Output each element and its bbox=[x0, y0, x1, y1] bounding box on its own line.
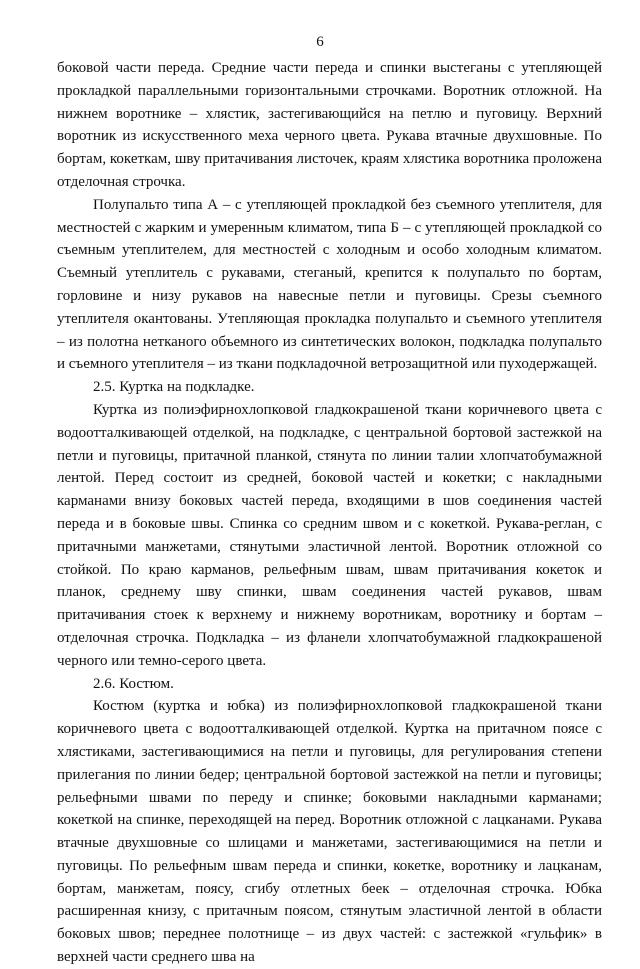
paragraph-half-coat-types: Полупальто типа А – с утепляющей прокладкой без съемного утеплителя, для местностей с жарким и умеренным климатом, типа Б – с утепляющей прокладкой со съемным утеплителем, для местностей с холодным и особо холодным климатом. Съемный утеплитель с рукавами, стеганый, крепится к полупальто по бортам, горловине и низу рукавов на навесные петли и пуговицы. Срезы съемного утеплителя окантованы. Утепляющая прокладка полупальто и съемного утеплителя – из полотна нетканого объемного из синтетических волокон, подкладка полупальто и съемного утеплителя – из ткани подкладочной ветрозащитной или пуходержащей. bbox=[57, 196, 602, 373]
paragraph-suit-description: Костюм (куртка и юбка) из полиэфирнохлопковой гладкокрашеной ткани коричневого цвета с водоотталкивающей отделкой. Куртка на притачном поясе с хлястиками, застегивающимися на петли и пуговицы, для регулирования степени прилегания по линии бедер; центральной бортовой застежкой на петли и пуговицы; рельефными швами по переду и спинке; боковыми накладными карманами; кокеткой на спинке, переходящей на перед. Воротник отложной с лацканами. Рукава втачные двухшовные со шлицами и манжетами, застегивающимися на петли и пуговицы. По рельефным швам переда и спинки, кокетке, воротнику и лацканам, бортам, манжетам, поясу, сгибу отлетных беек – отделочная строчка. Юбка расширенная книзу, с притачным поясом, стянутым эластичной лентой в области боковых швов; переднее полотнище – из двух частей: с застежкой «гульфик» в верхней части среднего шва на bbox=[57, 698, 602, 966]
section-heading-jacket: 2.5. Куртка на подкладке. bbox=[93, 379, 255, 396]
section-heading-suit: 2.6. Костюм. bbox=[93, 675, 174, 692]
page-number: 6 bbox=[316, 34, 324, 50]
paragraph-jacket-description: Куртка из полиэфирнохлопковой гладкокрашеной ткани коричневого цвета с водоотталкивающей отделкой, на подкладке, с центральной бортовой застежкой на петли и пуговицы, притачной планкой, стянута по линии талии хлопчатобумажной лентой. Перед состоит из средней, боковой частей и кокетки; с накладными карманами внизу боковых частей переда, входящими в шов соединения частей переда и в боковые швы. Спинка со средним швом и с кокеткой. Рукава-реглан, с притачными манжетами, стянутыми эластичной лентой. Воротник отложной со стойкой. По краю карманов, рельефным швам, швам притачивания кокеток и планок, среднему шву спинки, швам соединения частей рукавов, швам притачивания стоек к верхнему и нижнему воротникам, воротнику и бортам – отделочная строчка. Подкладка – из фланели хлопчатобумажной гладкокрашеной черного или темно-серого цвета. bbox=[57, 401, 602, 669]
paragraph-front-part-description: боковой части переда. Средние части переда и спинки выстеганы с утепляющей прокладкой параллельными горизонтальными строчками. Воротник отложной. На нижнем воротнике – хлястик, застегивающийся на петлю и пуговицу. Верхний воротник из искусственного меха черного цвета. Рукава втачные двухшовные. По бортам, кокеткам, шву притачивания листочек, краям хлястика воротника проложена отделочная строчка. bbox=[57, 60, 602, 190]
document-body bbox=[57, 57, 602, 969]
